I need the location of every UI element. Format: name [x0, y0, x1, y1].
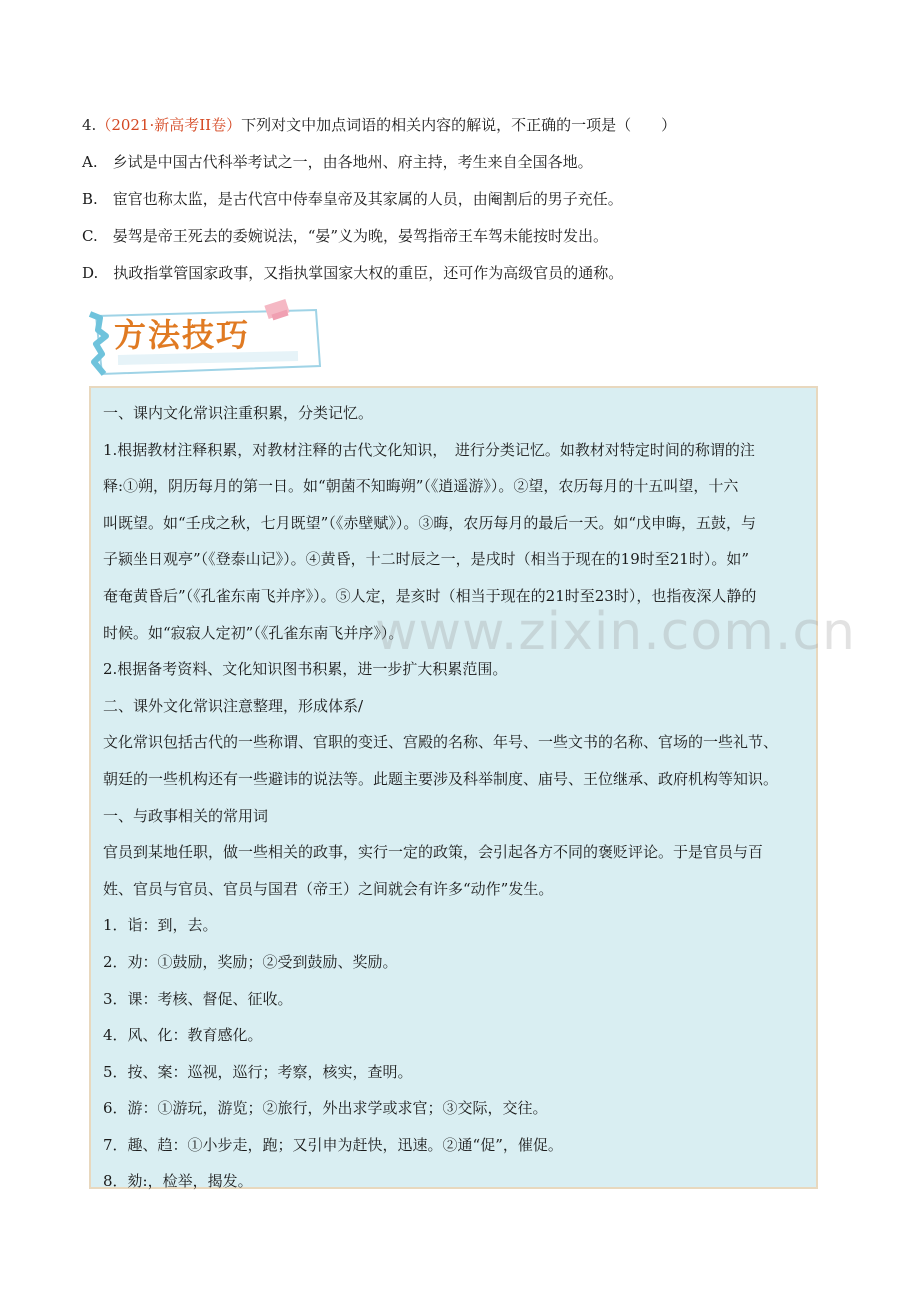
- tips-line: 7．趣、趋：①小步走，跑；又引申为赶快，迅速。②通“促”，催促。: [103, 1135, 563, 1154]
- tips-line: 释:①朔，阴历每月的第一日。如“朝菌不知晦朔”（《逍遥游》）。②望，农历每月的十五叫望，十六: [103, 477, 739, 496]
- option-d: D. 执政指掌管国家政事，又指执掌国家大权的重臣，还可作为高级官员的通称。: [82, 264, 624, 282]
- tips-line: 一、与政事相关的常用词: [103, 806, 269, 825]
- tips-line: 3．课：考核、督促、征收。: [103, 989, 293, 1008]
- question-block: [82, 112, 842, 297]
- tips-line: 文化常识包括古代的一些称谓、官职的变迁、宫殿的名称、年号、一些文书的名称、官场的一些礼节、: [103, 733, 779, 752]
- banner-title: 方法技巧: [114, 316, 251, 354]
- option-b: B. 宦官也称太监，是古代宫中侍奉皇帝及其家属的人员，由阉割后的男子充任。: [82, 190, 623, 208]
- tips-line: 官员到某地任职，做一些相关的政事，实行一定的政策，会引起各方不同的褒贬评论。于是官员与百: [103, 843, 764, 862]
- tips-line: 奄奄黄昏后”（《孔雀东南飞并序》）。⑤人定，是亥时（相当于现在的21时至23时），也指夜深人静的: [103, 586, 757, 605]
- watermark: www.zixin.com.cn: [375, 602, 856, 662]
- tips-line: 朝廷的一些机构还有一些避讳的说法等。此题主要涉及科举制度、庙号、王位继承、政府机构等知识。: [103, 769, 779, 788]
- tips-line: 2.根据备考资料、文化知识图书积累，进一步扩大积累范围。: [103, 660, 508, 679]
- question-number: 4.: [82, 116, 97, 134]
- question-stem: 下列对文中加点词语的相关内容的解说，不正确的一项是（ ）: [241, 116, 677, 134]
- tips-line: 姓、官员与官员、官员与国君（帝王）之间就会有许多“动作”发生。: [103, 879, 554, 898]
- tips-line: 8．劾:，检举，揭发。: [103, 1172, 253, 1191]
- option-c: C. 晏驾是帝王死去的委婉说法，“晏”义为晚，晏驾指帝王车驾未能按时发出。: [82, 227, 609, 245]
- method-banner: [88, 296, 328, 380]
- tips-content: [103, 400, 811, 1205]
- tips-line: 5．按、案：巡视，巡行；考察，核实，查明。: [103, 1062, 413, 1081]
- question-stem-line: [82, 112, 842, 149]
- tips-line: 1．诣：到，去。: [103, 916, 218, 935]
- tips-line: 2．劝：①鼓励，奖励；②受到鼓励、奖励。: [103, 952, 398, 971]
- tips-line: 二、课外文化常识注意整理，形成体系/: [103, 696, 364, 715]
- tips-line: 一、课内文化常识注重积累，分类记忆。: [103, 404, 374, 422]
- option-a: A. 乡试是中国古代科举考试之一，由各地州、府主持，考生来自全国各地。: [82, 153, 593, 171]
- tips-line: 子颍坐日观亭”（《登泰山记》）。④黄昏，十二时辰之一，是戌时（相当于现在的19时至21时）。如”: [103, 550, 750, 569]
- tips-line: 4．风、化：教育感化。: [103, 1026, 263, 1045]
- tips-line: 6．游：①游玩，游览；②旅行，外出求学或求官；③交际，交往。: [103, 1099, 548, 1118]
- question-source: （2021·新高考II卷）: [96, 116, 242, 134]
- tips-box: [89, 386, 818, 1189]
- tips-line: 1.根据教材注释积累，对教材注释的古代文化知识， 进行分类记忆。如教材对特定时间的称谓的注: [103, 440, 755, 459]
- tips-line: 叫既望。如“壬戌之秋，七月既望”（《赤壁赋》）。③晦，农历每月的最后一天。如“戊申晦，五鼓，与: [103, 513, 757, 532]
- tips-line: 时候。如“寂寂人定初”（《孔雀东南飞并序》）。: [103, 623, 404, 642]
